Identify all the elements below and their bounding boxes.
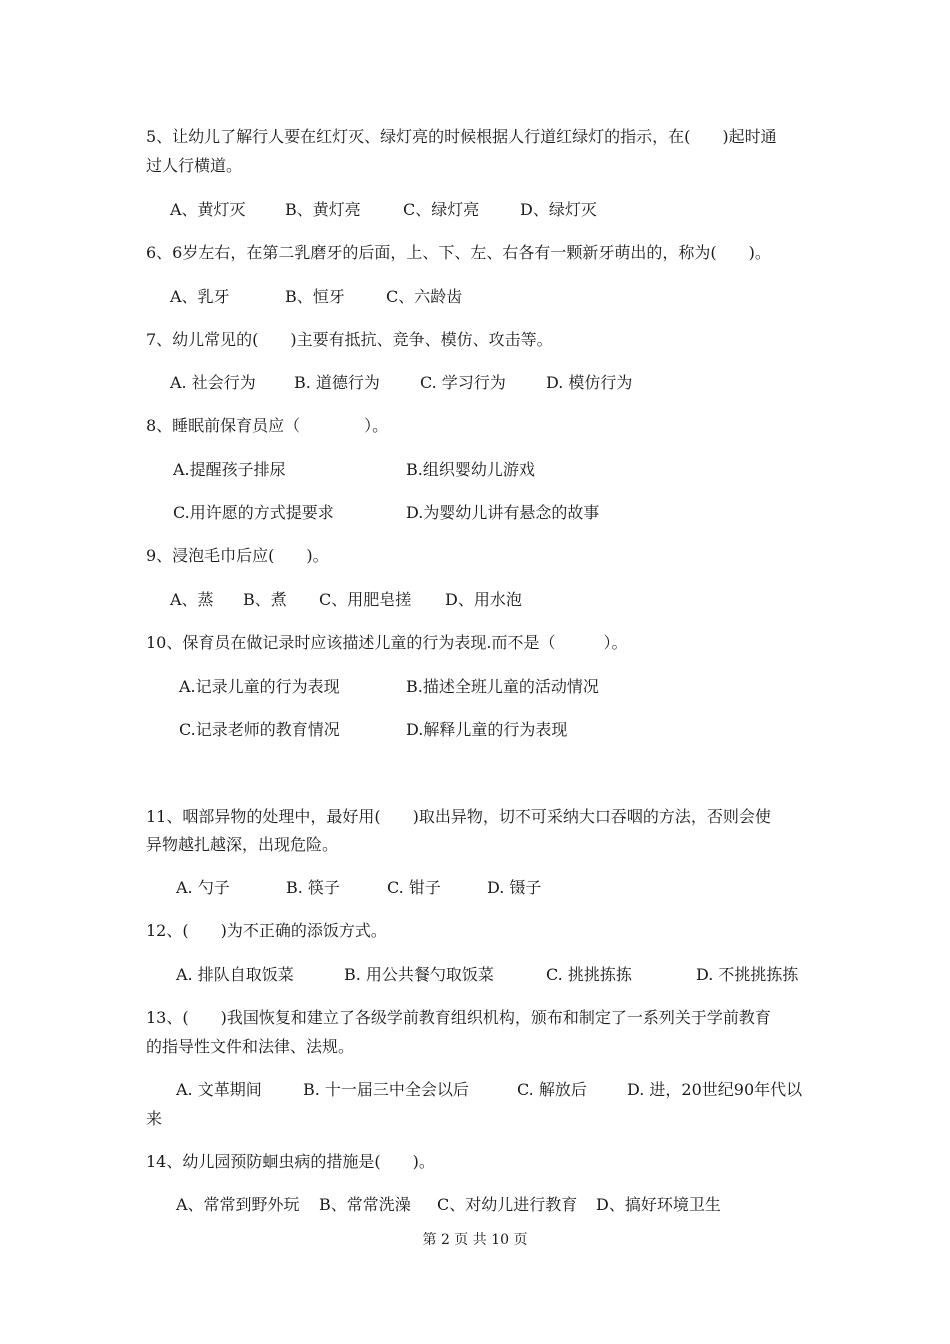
q14-option-a: A、常常到野外玩	[176, 1195, 300, 1214]
q7-option-a: A. 社会行为	[170, 373, 256, 392]
q11-option-c: C. 钳子	[387, 878, 441, 897]
q7-option-b: B. 道德行为	[294, 373, 380, 392]
q12-option-b: B. 用公共餐勺取饭菜	[344, 965, 494, 984]
q10-option-d: D.解释儿童的行为表现	[406, 720, 568, 739]
question-6-line-1: 6、6岁左右，在第二乳磨牙的后面，上、下、左、右各有一颗新牙萌出的，称为( )。	[146, 243, 771, 262]
q10-option-b: B.描述全班儿童的活动情况	[406, 677, 599, 696]
q12-option-a: A. 排队自取饭菜	[176, 965, 294, 984]
question-8-line-1: 8、睡眠前保育员应（ ）。	[146, 416, 389, 435]
question-5-line-1: 5、让幼儿了解行人要在红灯灭、绿灯亮的时候根据人行道红绿灯的指示，在( )起时通	[146, 127, 777, 146]
question-13-line-1: 13、( )我国恢复和建立了各级学前教育组织机构，颁布和制定了一系列关于学前教育	[146, 1008, 771, 1027]
question-14-line-1: 14、幼儿园预防蛔虫病的措施是( )。	[146, 1152, 435, 1171]
q9-option-a: A、蒸	[170, 590, 214, 609]
q9-option-b: B、煮	[243, 590, 287, 609]
q11-option-d: D. 镊子	[487, 878, 542, 897]
q13-option-c: C. 解放后	[517, 1080, 587, 1099]
question-11-line-2: 异物越扎越深，出现危险。	[146, 835, 339, 854]
q10-option-a: A.记录儿童的行为表现	[179, 677, 340, 696]
question-11-line-1: 11、咽部异物的处理中，最好用( )取出异物，切不可采纳大口吞咽的方法，否则会使	[146, 807, 771, 826]
q7-option-d: D. 模仿行为	[546, 373, 633, 392]
q10-option-c: C.记录老师的教育情况	[179, 720, 340, 739]
question-7-line-1: 7、幼儿常见的( )主要有抵抗、竞争、模仿、攻击等。	[146, 330, 553, 349]
q5-option-d: D、绿灯灭	[520, 200, 597, 219]
q5-option-b: B、黄灯亮	[285, 200, 361, 219]
q8-option-c: C.用许愿的方式提要求	[173, 503, 334, 522]
question-13-line-2: 的指导性文件和法律、法规。	[146, 1037, 355, 1056]
q8-option-b: B.组织婴幼儿游戏	[406, 460, 535, 479]
question-9-line-1: 9、浸泡毛巾后应( )。	[146, 546, 329, 565]
q9-option-d: D、用水泡	[445, 590, 522, 609]
q12-option-c: C. 挑挑拣拣	[546, 965, 632, 984]
q14-option-b: B、常常洗澡	[319, 1195, 411, 1214]
question-5-line-2: 过人行横道。	[146, 156, 243, 175]
q7-option-c: C. 学习行为	[420, 373, 506, 392]
q13-option-b: B. 十一届三中全会以后	[303, 1080, 469, 1099]
q6-option-a: A、乳牙	[170, 287, 230, 306]
question-10-line-1: 10、保育员在做记录时应该描述儿童的行为表现.而不是（ ）。	[146, 633, 628, 652]
q6-option-b: B、恒牙	[285, 287, 345, 306]
q12-option-d: D. 不挑挑拣拣	[696, 965, 799, 984]
question-12-line-1: 12、( )为不正确的添饭方式。	[146, 921, 387, 940]
page-footer: 第 2 页 共 10 页	[422, 1232, 528, 1248]
q8-option-d: D.为婴幼儿讲有悬念的故事	[406, 503, 600, 522]
q13-option-d: D. 进，20世纪90年代以	[627, 1080, 803, 1099]
q6-option-c: C、六龄齿	[386, 287, 463, 306]
q14-option-d: D、搞好环境卫生	[596, 1195, 721, 1214]
q5-option-a: A、黄灯灭	[170, 200, 246, 219]
q11-option-a: A. 勺子	[176, 878, 230, 897]
q5-option-c: C、绿灯亮	[403, 200, 480, 219]
q11-option-b: B. 筷子	[286, 878, 340, 897]
q9-option-c: C、用肥皂搓	[319, 590, 412, 609]
q13-option-a: A. 文革期间	[176, 1080, 262, 1099]
q8-option-a: A.提醒孩子排尿	[173, 460, 286, 479]
q13-option-d-continued: 来	[146, 1109, 163, 1128]
q14-option-c: C、对幼儿进行教育	[437, 1195, 578, 1214]
